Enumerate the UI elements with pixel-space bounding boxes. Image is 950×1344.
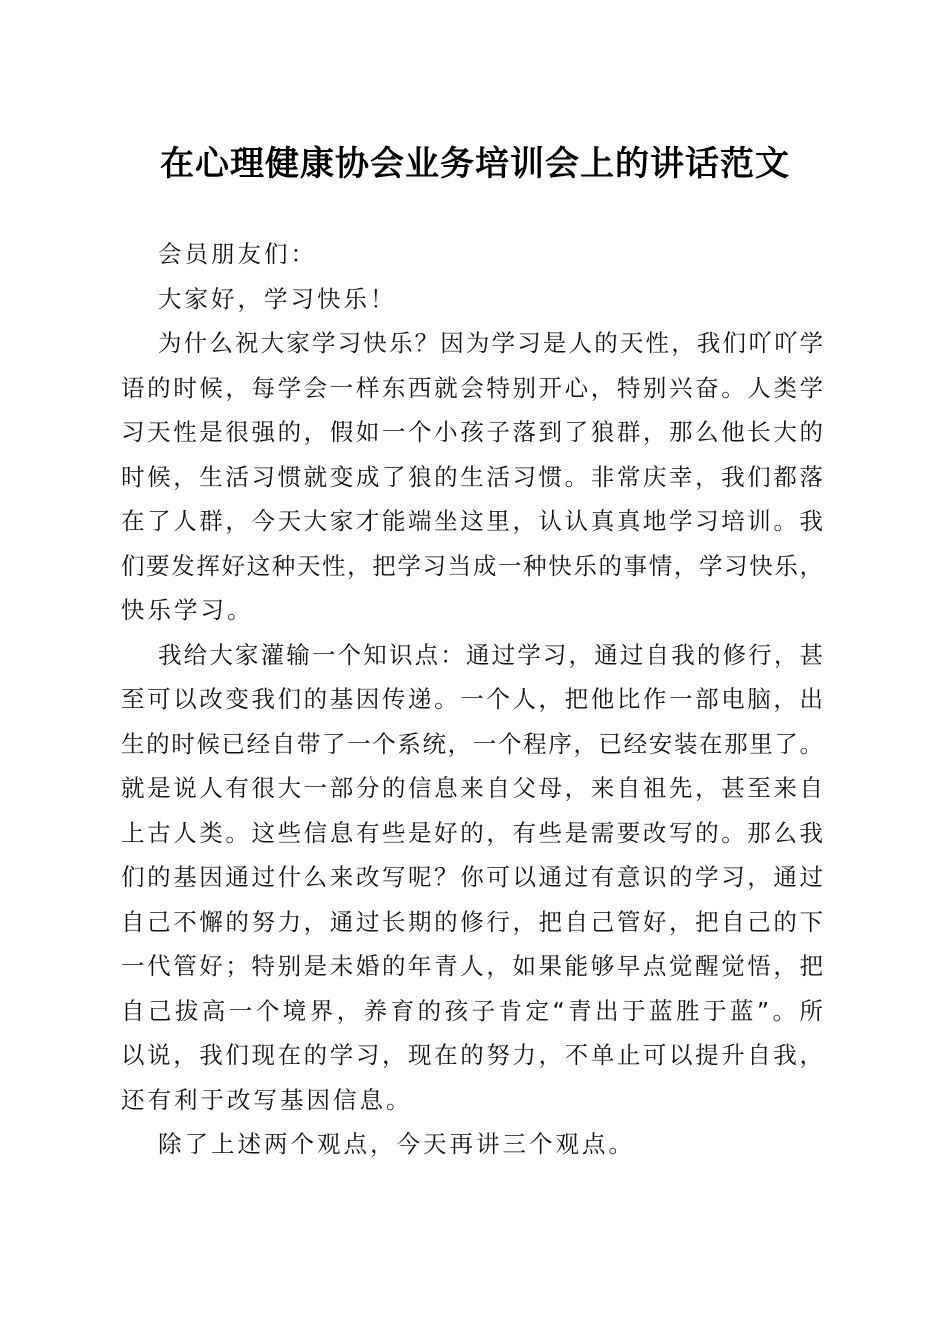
text-line: 语的时候，每学会一样东西就会特别开心，特别兴奋。人类学: [121, 373, 823, 402]
text-line: 除了上述两个观点，今天再讲三个观点。: [158, 1130, 635, 1158]
text-line: 一代管好；特别是未婚的年青人，如果能够早点觉醒觉悟，把: [121, 952, 823, 980]
paragraph: [121, 1122, 823, 1167]
text-line: 生的时候已经自带了一个系统，一个程序，已经安装在那里了。: [121, 729, 823, 758]
text-line: 们要发挥好这种天性，把学习当成一种快乐的事情，学习快乐，: [121, 551, 823, 580]
paragraph: [121, 321, 823, 633]
paragraph: [121, 277, 823, 322]
text-line: 至可以改变我们的基因传递。一个人，把他比作一部电脑，出: [121, 685, 823, 713]
text-line: 在了人群，今天大家才能端坐这里，认认真真地学习培训。我: [121, 507, 823, 535]
text-line: 还有利于改写基因信息。: [121, 1085, 413, 1114]
paragraph: [121, 232, 823, 277]
text-line: 自己拔高一个境界，养育的孩子肯定“青出于蓝胜于蓝”。所: [121, 996, 823, 1025]
text-line: 我给大家灌输一个知识点：通过学习，通过自我的修行，甚: [158, 640, 823, 669]
text-line: 会员朋友们：: [158, 240, 317, 268]
document-title: 在心理健康协会业务培训会上的讲话范文: [160, 144, 790, 184]
text-line: 以说，我们现在的学习，现在的努力，不单止可以提升自我，: [121, 1041, 823, 1069]
text-line: 习天性是很强的，假如一个小孩子落到了狼群，那么他长大的: [121, 418, 823, 446]
document-body: [121, 232, 823, 1167]
text-line: 大家好，学习快乐！: [158, 284, 397, 313]
text-line: 为什么祝大家学习快乐？因为学习是人的天性，我们吖吖学: [158, 329, 823, 357]
text-line: 快乐学习。: [121, 596, 254, 624]
text-line: 时候，生活习惯就变成了狼的生活习惯。非常庆幸，我们都落: [121, 462, 823, 491]
text-line: 们的基因通过什么来改写呢？你可以通过有意识的学习，通过: [121, 863, 823, 891]
text-line: 自己不懈的努力，通过长期的修行，把自己管好，把自己的下: [121, 907, 823, 936]
text-line: 就是说人有很大一部分的信息来自父母，来自祖先，甚至来自: [121, 774, 823, 802]
paragraph: [121, 633, 823, 1123]
text-line: 上古人类。这些信息有些是好的，有些是需要改写的。那么我: [121, 818, 823, 847]
